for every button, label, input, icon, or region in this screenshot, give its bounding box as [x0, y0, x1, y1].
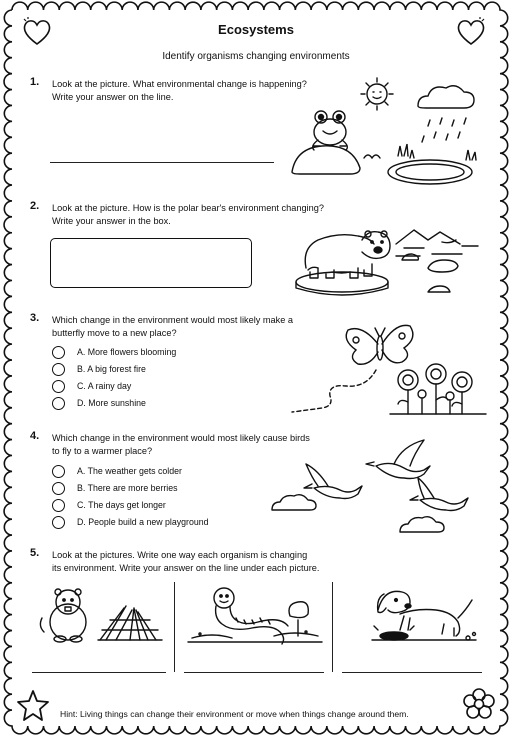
choice-bubble[interactable]: [52, 346, 65, 359]
page-title: Ecosystems: [218, 22, 294, 37]
page-subtitle: Identify organisms changing environments: [162, 51, 350, 62]
question-1-line1: Look at the picture. What environmental change is happening?: [52, 79, 307, 89]
question-2-number: 2.: [30, 200, 40, 212]
choice-bubble[interactable]: [52, 465, 65, 478]
question-3-choice-c[interactable]: C. A rainy day: [52, 379, 131, 393]
question-4-line2: to fly to a warmer place?: [52, 446, 153, 456]
answer-line-5a[interactable]: [32, 672, 166, 673]
question-4-line1: Which change in the environment would most likely cause birds: [52, 433, 310, 443]
choice-bubble[interactable]: [52, 380, 65, 393]
question-3-choice-d[interactable]: D. More sunshine: [52, 396, 146, 410]
question-3-text: [52, 314, 293, 340]
choice-bubble[interactable]: [52, 363, 65, 376]
question-5-line1: Look at the pictures. Write one way each organism is changing: [52, 550, 308, 560]
choice-bubble[interactable]: [52, 516, 65, 529]
question-4-choice-c[interactable]: C. The days get longer: [52, 498, 166, 512]
question-3-choice-a[interactable]: A. More flowers blooming: [52, 345, 176, 359]
question-3-number: 3.: [30, 312, 40, 324]
star-icon: [16, 689, 50, 723]
column-divider: [332, 582, 333, 672]
question-4-choice-d[interactable]: D. People build a new playground: [52, 515, 209, 529]
question-1-number: 1.: [30, 76, 40, 88]
worm-soil-illustration: [186, 586, 326, 646]
butterfly-flowers-illustration: [290, 318, 490, 422]
choice-bubble[interactable]: [52, 499, 65, 512]
question-2-line2: Write your answer in the box.: [52, 216, 171, 226]
answer-box-2[interactable]: [50, 238, 252, 288]
question-1-line2: Write your answer on the line.: [52, 92, 174, 102]
choice-bubble[interactable]: [52, 482, 65, 495]
frog-pond-illustration: [290, 76, 490, 188]
question-3-choice-b[interactable]: B. A big forest fire: [52, 362, 146, 376]
column-divider: [174, 582, 175, 672]
answer-line-1[interactable]: [50, 162, 274, 163]
question-4-choice-b[interactable]: B. There are more berries: [52, 481, 178, 495]
beaver-dam-illustration: [40, 584, 170, 644]
question-4-choice-a[interactable]: A. The weather gets colder: [52, 464, 182, 478]
choice-bubble[interactable]: [52, 397, 65, 410]
answer-line-5c[interactable]: [342, 672, 482, 673]
answer-line-5b[interactable]: [184, 672, 324, 673]
flower-icon: [462, 687, 496, 721]
question-5-line2: its environment. Write your answer on the line under each picture.: [52, 563, 320, 573]
polar-bear-illustration: [292, 212, 492, 302]
question-1-text: [52, 78, 307, 104]
question-3-line1: Which change in the environment would most likely make a: [52, 315, 294, 325]
dog-digging-illustration: [364, 580, 484, 648]
birds-flying-illustration: [270, 436, 490, 536]
question-5-text: [52, 549, 319, 575]
question-4-number: 4.: [30, 430, 40, 442]
question-2-text: [52, 202, 324, 228]
question-3-line2: butterfly move to a new place?: [52, 328, 177, 338]
question-2-line1: Look at the picture. How is the polar bear's environment changing?: [52, 203, 324, 213]
hint-text: Hint: Living things can change their environment or move when things change around them.: [60, 709, 409, 719]
question-5-number: 5.: [30, 547, 40, 559]
